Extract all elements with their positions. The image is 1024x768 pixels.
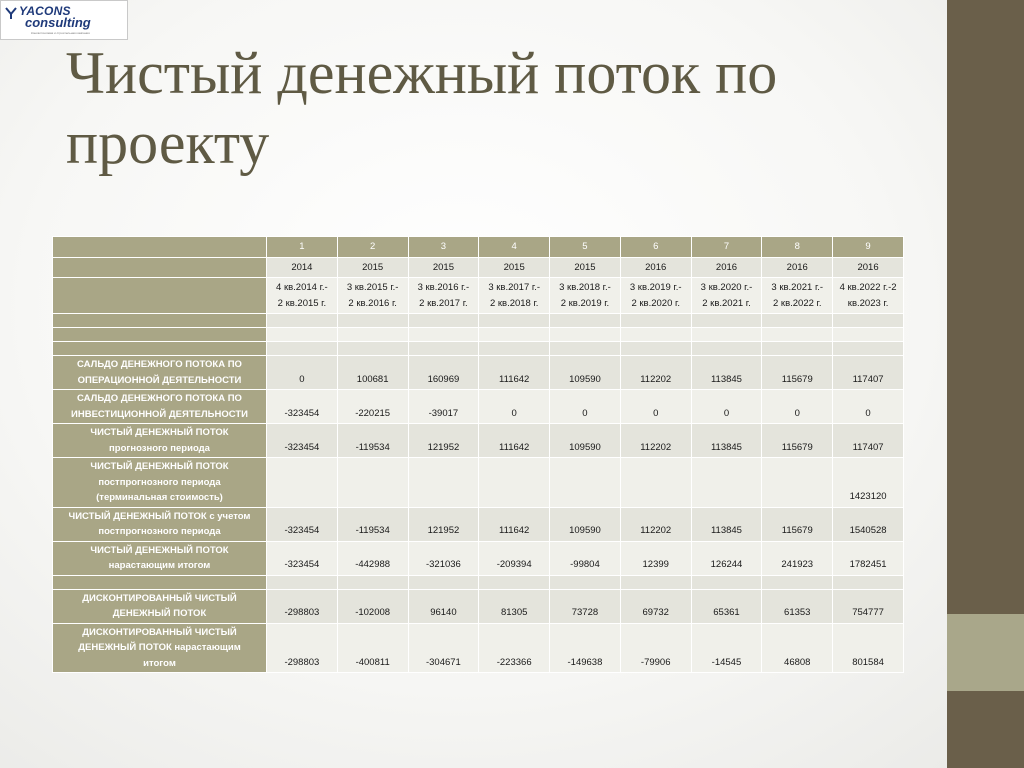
metric-value-cell: -323454 [267,424,338,458]
metric-value-cell: -102008 [337,589,408,623]
metric-label-cell: ДИСКОНТИРОВАННЫЙ ЧИСТЫЙ ДЕНЕЖНЫЙ ПОТОК нарастающим итогом [53,623,267,673]
logo-line-2: consulting [25,15,91,30]
empty-cell [691,342,762,356]
metric-value-cell: -298803 [267,589,338,623]
quarter-range-cell: 3 кв.2015 г.- 2 кв.2016 г. [337,278,408,314]
header-corner-cell [53,237,267,258]
year-cell: 2014 [267,257,338,278]
table-row-empty [53,328,904,342]
metric-value-cell [408,458,479,508]
metric-value-cell: 241923 [762,541,833,575]
metric-value-cell: 112202 [620,424,691,458]
logo-mark-icon [5,6,17,20]
metric-value-cell: 0 [479,390,550,424]
metric-value-cell: 115679 [762,424,833,458]
logo-line-1: YACONS [19,4,71,18]
metric-label-cell: ЧИСТЫЙ ДЕНЕЖНЫЙ ПОТОК нарастающим итогом [53,541,267,575]
table-row-empty [53,314,904,328]
empty-cell [267,328,338,342]
table-row-metric [53,589,904,623]
metric-label-cell: ЧИСТЫЙ ДЕНЕЖНЫЙ ПОТОК прогнозного периода [53,424,267,458]
metric-value-cell: -223366 [479,623,550,673]
metric-value-cell: 111642 [479,356,550,390]
metric-value-cell: 115679 [762,356,833,390]
metric-value-cell: 65361 [691,589,762,623]
table-header-periods [53,237,904,258]
year-cell: 2016 [691,257,762,278]
period-number-cell: 4 [479,237,550,258]
quarter-range-cell: 4 кв.2014 г.- 2 кв.2015 г. [267,278,338,314]
empty-cell [337,328,408,342]
empty-label-cell [53,328,267,342]
metric-value-cell: -119534 [337,507,408,541]
metric-value-cell: 126244 [691,541,762,575]
metric-value-cell: 0 [691,390,762,424]
metric-value-cell: 61353 [762,589,833,623]
metric-value-cell: 0 [620,390,691,424]
metric-value-cell: 113845 [691,356,762,390]
metric-value-cell: -400811 [337,623,408,673]
year-cell: 2015 [408,257,479,278]
metric-value-cell: -99804 [550,541,621,575]
metric-value-cell: 111642 [479,424,550,458]
metric-value-cell [267,458,338,508]
empty-cell [833,314,904,328]
metric-value-cell: 1540528 [833,507,904,541]
empty-cell [267,575,338,589]
empty-cell [267,342,338,356]
metric-value-cell [550,458,621,508]
period-number-cell: 7 [691,237,762,258]
metric-label-cell: ДИСКОНТИРОВАННЫЙ ЧИСТЫЙ ДЕНЕЖНЫЙ ПОТОК [53,589,267,623]
empty-cell [337,314,408,328]
quarter-range-cell: 3 кв.2020 г.- 2 кв.2021 г. [691,278,762,314]
metric-value-cell: -79906 [620,623,691,673]
period-number-cell: 6 [620,237,691,258]
empty-cell [408,314,479,328]
metric-value-cell: 0 [267,356,338,390]
empty-cell [833,575,904,589]
metric-value-cell: -220215 [337,390,408,424]
empty-cell [691,314,762,328]
metric-value-cell [691,458,762,508]
empty-cell [550,328,621,342]
metric-value-cell: -323454 [267,390,338,424]
empty-cell [762,342,833,356]
metric-label-cell: САЛЬДО ДЕНЕЖНОГО ПОТОКА ПО ИНВЕСТИЦИОННОЙ ДЕЯТЕЛЬНОСТИ [53,390,267,424]
quarter-range-cell: 3 кв.2017 г.- 2 кв.2018 г. [479,278,550,314]
table-row-metric [53,458,904,508]
metric-value-cell: -442988 [337,541,408,575]
table-row-metric [53,623,904,673]
decorative-side-band [947,0,1024,768]
metric-value-cell: -323454 [267,541,338,575]
metric-value-cell: -14545 [691,623,762,673]
metric-value-cell [620,458,691,508]
metric-value-cell: -209394 [479,541,550,575]
empty-cell [833,328,904,342]
empty-cell [408,328,479,342]
table-row-empty [53,575,904,589]
empty-cell [620,575,691,589]
metric-value-cell: -298803 [267,623,338,673]
table-row-metric [53,424,904,458]
empty-cell [479,314,550,328]
empty-cell [337,575,408,589]
metric-value-cell: 121952 [408,424,479,458]
empty-cell [691,328,762,342]
metric-value-cell: 0 [762,390,833,424]
table-row-years [53,257,904,278]
metric-value-cell [762,458,833,508]
period-number-cell: 3 [408,237,479,258]
period-number-cell: 5 [550,237,621,258]
range-label-cell [53,278,267,314]
company-logo [0,0,128,40]
metric-value-cell: 754777 [833,589,904,623]
empty-cell [762,328,833,342]
metric-value-cell: 100681 [337,356,408,390]
metric-value-cell: -304671 [408,623,479,673]
year-cell: 2016 [762,257,833,278]
metric-value-cell [479,458,550,508]
table-row-metric [53,507,904,541]
empty-cell [550,314,621,328]
quarter-range-cell: 4 кв.2022 г.-2 кв.2023 г. [833,278,904,314]
metric-value-cell: 113845 [691,424,762,458]
metric-value-cell: 112202 [620,507,691,541]
metric-value-cell: 81305 [479,589,550,623]
metric-value-cell: 0 [833,390,904,424]
metric-value-cell: 109590 [550,507,621,541]
metric-value-cell: 96140 [408,589,479,623]
metric-label-cell: ЧИСТЫЙ ДЕНЕЖНЫЙ ПОТОК с учетом постпрогнозного периода [53,507,267,541]
empty-cell [408,575,479,589]
empty-cell [337,342,408,356]
metric-value-cell: 115679 [762,507,833,541]
year-cell: 2015 [337,257,408,278]
year-label-cell [53,257,267,278]
metric-value-cell: -321036 [408,541,479,575]
metric-value-cell: 109590 [550,356,621,390]
empty-cell [620,328,691,342]
period-number-cell: 2 [337,237,408,258]
metric-value-cell: 801584 [833,623,904,673]
table-row-empty [53,342,904,356]
metric-value-cell: 117407 [833,424,904,458]
quarter-range-cell: 3 кв.2018 г.- 2 кв.2019 г. [550,278,621,314]
metric-value-cell: 1423120 [833,458,904,508]
empty-cell [550,342,621,356]
quarter-range-cell: 3 кв.2016 г.- 2 кв.2017 г. [408,278,479,314]
year-cell: 2015 [550,257,621,278]
empty-cell [833,342,904,356]
year-cell: 2016 [833,257,904,278]
quarter-range-cell: 3 кв.2021 г.- 2 кв.2022 г. [762,278,833,314]
metric-value-cell: 109590 [550,424,621,458]
empty-cell [550,575,621,589]
metric-label-cell: ЧИСТЫЙ ДЕНЕЖНЫЙ ПОТОК постпрогнозного периода (терминальная стоимость) [53,458,267,508]
cash-flow-table [52,236,904,673]
metric-value-cell: 112202 [620,356,691,390]
metric-value-cell: -323454 [267,507,338,541]
table-row-metric [53,356,904,390]
metric-value-cell: 1782451 [833,541,904,575]
metric-value-cell: 121952 [408,507,479,541]
table-row-metric [53,541,904,575]
empty-cell [479,328,550,342]
table-row-metric [53,390,904,424]
slide-title: Чистый денежный поток по проекту [66,40,778,176]
quarter-range-cell: 3 кв.2019 г.- 2 кв.2020 г. [620,278,691,314]
empty-cell [620,314,691,328]
metric-value-cell: -149638 [550,623,621,673]
metric-value-cell: 113845 [691,507,762,541]
empty-cell [620,342,691,356]
empty-label-cell [53,314,267,328]
metric-value-cell: 117407 [833,356,904,390]
metric-value-cell: 0 [550,390,621,424]
empty-label-cell [53,575,267,589]
metric-value-cell: 69732 [620,589,691,623]
metric-value-cell [337,458,408,508]
empty-cell [691,575,762,589]
period-number-cell: 8 [762,237,833,258]
metric-value-cell: 12399 [620,541,691,575]
empty-cell [762,314,833,328]
year-cell: 2015 [479,257,550,278]
metric-label-cell: САЛЬДО ДЕНЕЖНОГО ПОТОКА ПО ОПЕРАЦИОННОЙ ДЕЯТЕЛЬНОСТИ [53,356,267,390]
metric-value-cell: 160969 [408,356,479,390]
period-number-cell: 9 [833,237,904,258]
empty-cell [479,342,550,356]
empty-cell [408,342,479,356]
metric-value-cell: -39017 [408,390,479,424]
metric-value-cell: -119534 [337,424,408,458]
table-row-quarter-ranges [53,278,904,314]
empty-cell [479,575,550,589]
empty-label-cell [53,342,267,356]
metric-value-cell: 46808 [762,623,833,673]
logo-tagline: Консалтинговая и строительная компания [31,31,90,35]
decorative-band-block [947,614,1024,691]
period-number-cell: 1 [267,237,338,258]
empty-cell [267,314,338,328]
year-cell: 2016 [620,257,691,278]
metric-value-cell: 73728 [550,589,621,623]
metric-value-cell: 111642 [479,507,550,541]
empty-cell [762,575,833,589]
